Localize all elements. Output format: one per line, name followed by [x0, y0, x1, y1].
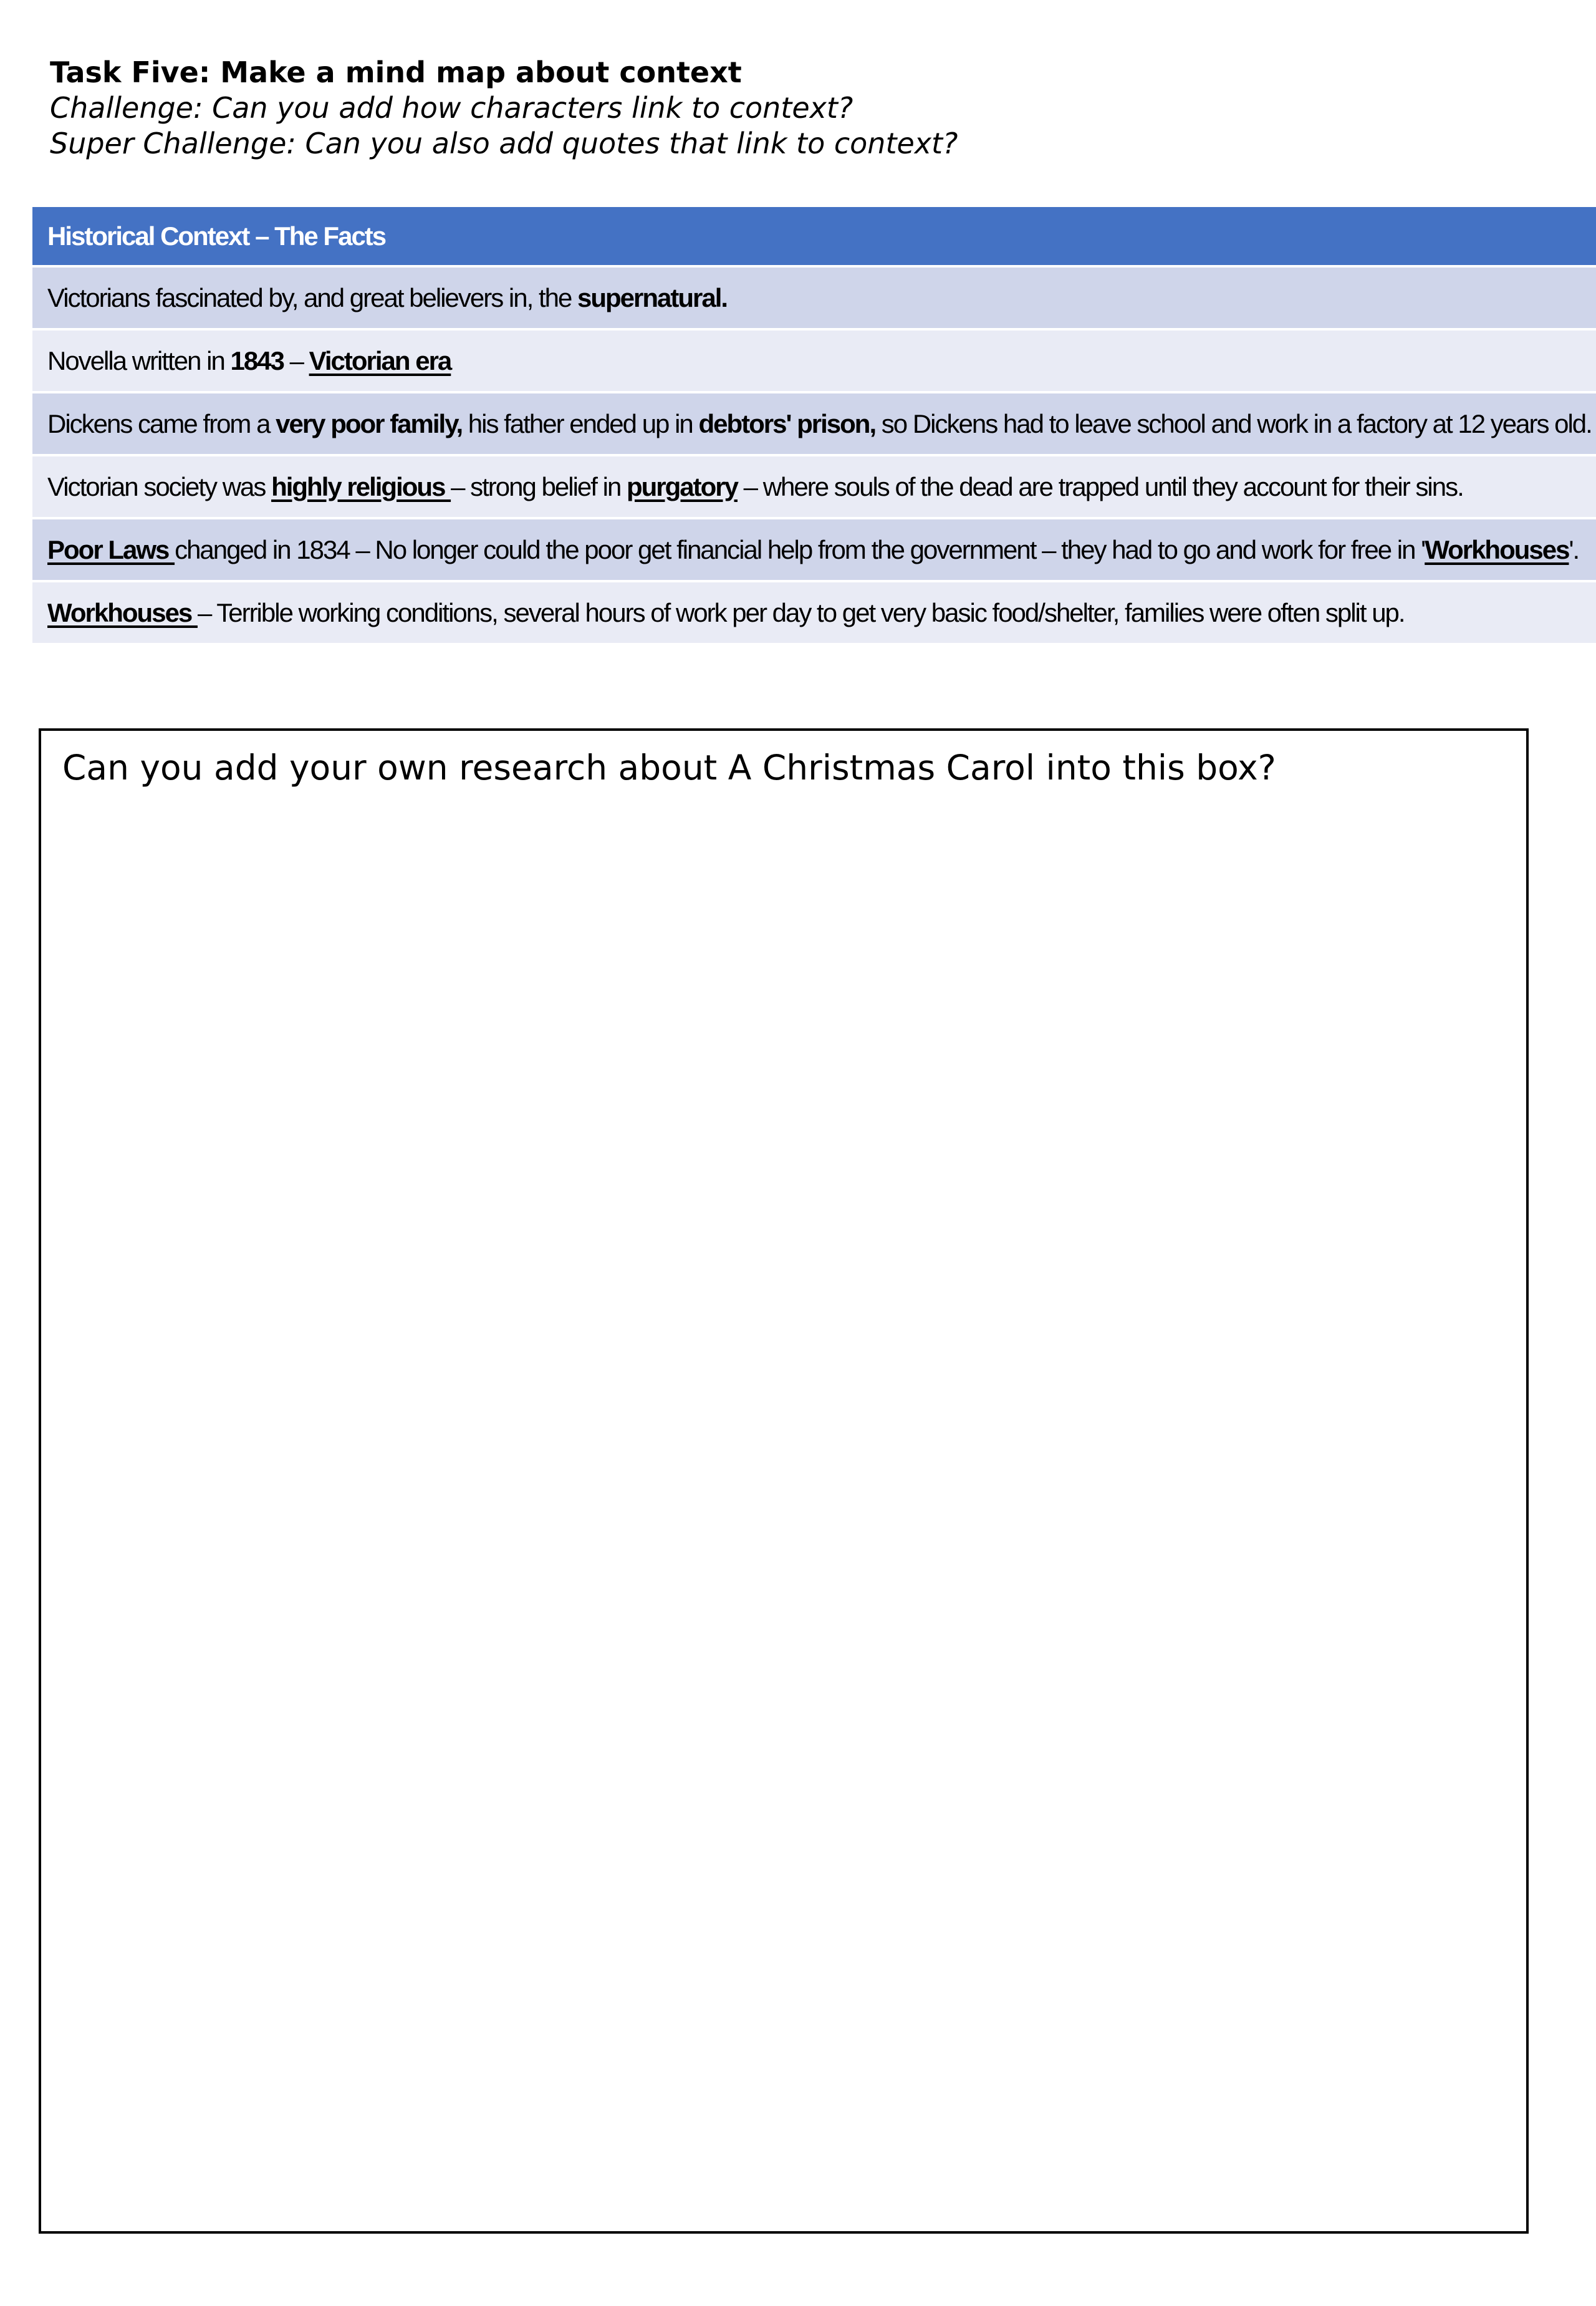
table-row — [32, 455, 1596, 518]
fact-supernatural: Victorians fascinated by, and great believers in, the supernatural. — [32, 266, 1596, 329]
task-header — [50, 55, 1484, 162]
table-row — [32, 518, 1596, 581]
table-heading: Historical Context – The Facts — [32, 207, 1596, 266]
challenge-text: Challenge: Can you add how characters link to context? — [50, 91, 853, 125]
table-row — [32, 392, 1596, 455]
research-box[interactable] — [39, 728, 1529, 2234]
table-row — [32, 581, 1596, 644]
fact-workhouses: Workhouses – Terrible working conditions, several hours of work per day to get very basic food/shelter, families were often split up. — [32, 581, 1596, 644]
fact-novella-date: Novella written in 1843 – Victorian era — [32, 329, 1596, 392]
table-row — [32, 266, 1596, 329]
table-header-row — [32, 207, 1596, 266]
historical-context-table — [32, 207, 1596, 645]
fact-poor-laws: Poor Laws changed in 1834 – No longer could the poor get financial help from the government – they had to go and work for free in 'Workhouses'. — [32, 518, 1596, 581]
task-title: Task Five: Make a mind map about context — [50, 55, 742, 89]
fact-dickens-family: Dickens came from a very poor family, his father ended up in debtors' prison, so Dickens had to leave school and work in a factory at 12 years old. — [32, 392, 1596, 455]
fact-religion: Victorian society was highly religious – strong belief in purgatory – where souls of the dead are trapped until they account for their sins. — [32, 455, 1596, 518]
table-row — [32, 329, 1596, 392]
super-challenge-text: Super Challenge: Can you also add quotes that link to context? — [50, 127, 958, 160]
research-prompt: Can you add your own research about A Christmas Carol into this box? — [62, 748, 1276, 788]
